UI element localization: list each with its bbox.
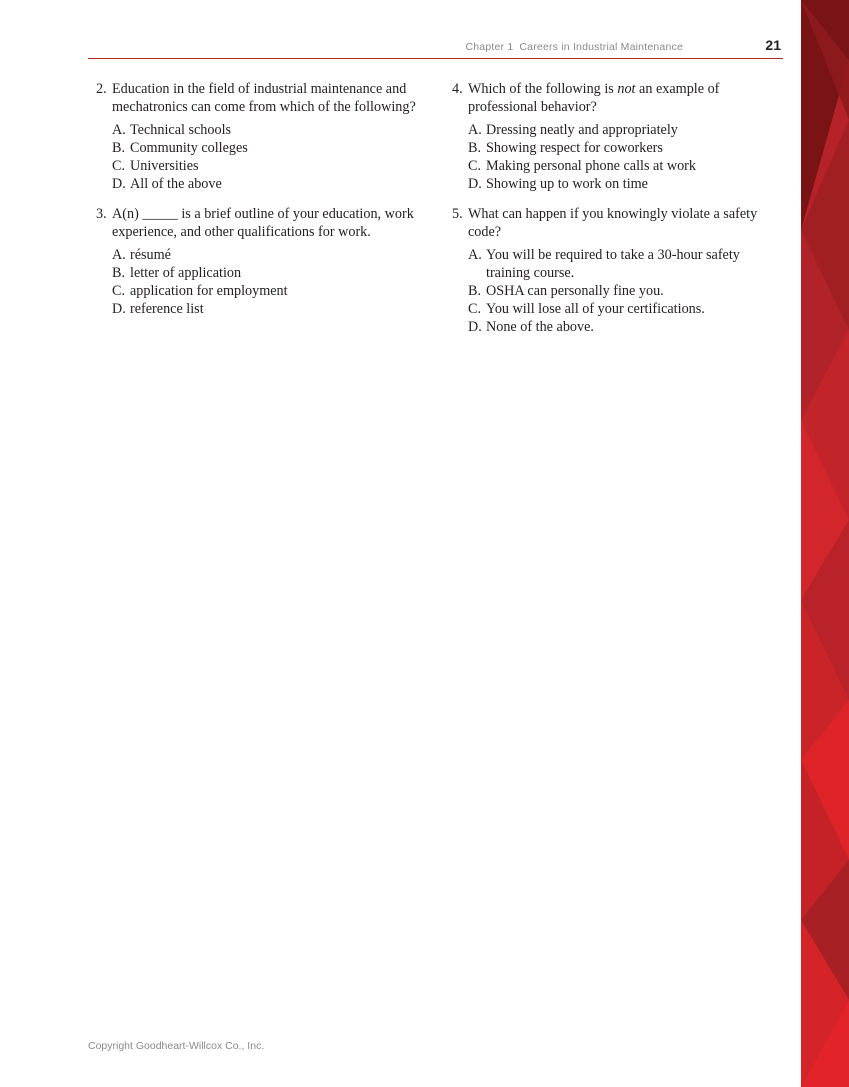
- answer-option: [112, 157, 436, 175]
- option-letter: D.: [112, 301, 126, 317]
- answer-options: [96, 246, 436, 318]
- chapter-name: Careers in Industrial Maintenance: [519, 41, 683, 53]
- question-4: [452, 80, 772, 193]
- option-text: Universities: [130, 158, 199, 174]
- option-text: application for employment: [130, 283, 288, 299]
- option-text: You will be required to take a 30-hour safety training course.: [486, 247, 740, 281]
- option-text: None of the above.: [486, 319, 594, 335]
- question-stem: [452, 205, 772, 241]
- option-letter: C.: [112, 158, 126, 174]
- option-text: résumé: [130, 247, 171, 263]
- left-column: [96, 80, 436, 330]
- question-stem: [96, 80, 436, 116]
- option-letter: C.: [468, 158, 482, 174]
- answer-option: [112, 282, 436, 300]
- option-letter: A.: [112, 247, 126, 263]
- copyright-notice: Copyright Goodheart-Willcox Co., Inc.: [88, 1040, 265, 1052]
- answer-option: [112, 246, 436, 264]
- answer-option: [468, 139, 772, 157]
- question-stem: [96, 205, 436, 241]
- page-number: 21: [765, 37, 781, 53]
- question-number: 2.: [96, 81, 107, 97]
- emphasis-word: not: [617, 81, 636, 97]
- answer-option: [468, 175, 772, 193]
- chapter-title: [465, 41, 683, 53]
- option-text: OSHA can personally fine you.: [486, 283, 664, 299]
- question-number: 3.: [96, 206, 107, 222]
- answer-options: [452, 121, 772, 193]
- answer-option: [468, 318, 772, 336]
- option-text: Showing respect for coworkers: [486, 140, 663, 156]
- option-text: reference list: [130, 301, 204, 317]
- option-text: All of the above: [130, 176, 222, 192]
- answer-option: [468, 157, 772, 175]
- answer-option: [112, 139, 436, 157]
- option-letter: D.: [468, 176, 482, 192]
- option-letter: D.: [112, 176, 126, 192]
- option-letter: A.: [468, 247, 482, 263]
- option-text: letter of application: [130, 265, 242, 281]
- option-text: Dressing neatly and appropriately: [486, 122, 678, 138]
- question-text: What can happen if you knowingly violate a safety code?: [468, 206, 758, 240]
- option-text: Showing up to work on time: [486, 176, 648, 192]
- option-letter: C.: [112, 283, 126, 299]
- question-number: 4.: [452, 81, 463, 97]
- answer-option: [112, 121, 436, 139]
- question-2: [96, 80, 436, 193]
- answer-option: [112, 300, 436, 318]
- option-letter: B.: [468, 283, 482, 299]
- option-text: Community colleges: [130, 140, 248, 156]
- option-letter: B.: [112, 140, 126, 156]
- question-text-part: an example of professional behavior?: [468, 81, 720, 115]
- question-text: A(n) _____ is a brief outline of your education, work experience, and other qualifications for work.: [112, 206, 414, 240]
- answer-option: [112, 175, 436, 193]
- question-stem: [452, 80, 772, 116]
- question-text: Education in the field of industrial maintenance and mechatronics can come from which of the following?: [112, 81, 416, 115]
- answer-option: [468, 121, 772, 139]
- option-letter: A.: [112, 122, 126, 138]
- option-letter: C.: [468, 301, 482, 317]
- chapter-label: Chapter 1: [465, 41, 514, 53]
- option-text: Making personal phone calls at work: [486, 158, 696, 174]
- answer-options: [96, 121, 436, 193]
- running-header: [88, 36, 783, 59]
- question-text-part: Which of the following is: [468, 81, 618, 97]
- right-column: [452, 80, 772, 348]
- question-text: [468, 81, 719, 115]
- option-letter: B.: [112, 265, 126, 281]
- question-3: [96, 205, 436, 318]
- answer-options: [452, 246, 772, 336]
- option-text: You will lose all of your certifications.: [486, 301, 705, 317]
- option-letter: A.: [468, 122, 482, 138]
- answer-option: [468, 300, 772, 318]
- question-number: 5.: [452, 206, 463, 222]
- option-letter: B.: [468, 140, 482, 156]
- red-edge-decoration: [801, 0, 849, 1087]
- option-letter: D.: [468, 319, 482, 335]
- option-text: Technical schools: [130, 122, 232, 138]
- answer-option: [112, 264, 436, 282]
- question-5: [452, 205, 772, 336]
- answer-option: [468, 282, 772, 300]
- answer-option: [468, 246, 772, 282]
